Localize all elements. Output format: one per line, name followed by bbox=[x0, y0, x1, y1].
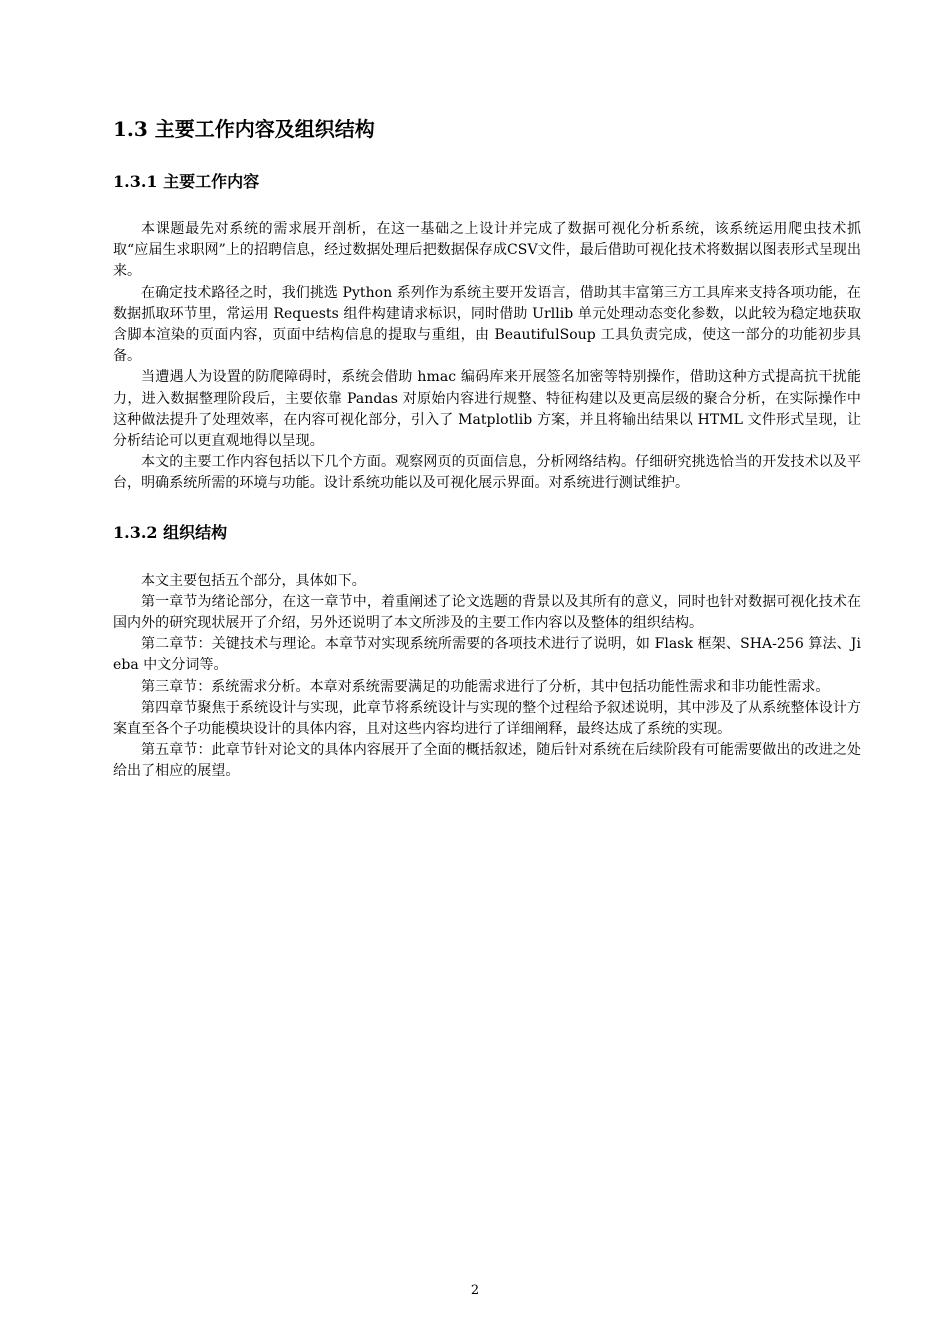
page-number: 2 bbox=[470, 1283, 480, 1298]
organization-body bbox=[113, 571, 861, 783]
paragraph: 本文主要包括五个部分，具体如下。 bbox=[141, 572, 366, 589]
page-content bbox=[113, 114, 861, 783]
paragraph: 第三章节：系统需求分析。本章对系统需要满足的功能需求进行了分析，其中包括功能性需求和非功能性需求。 bbox=[141, 678, 830, 695]
paragraph: 第五章节：此章节针对论文的具体内容展开了全面的概括叙述，随后针对系统在后续阶段有可能需要做出的改进之处给出了相应的展望。 bbox=[113, 742, 861, 780]
section-heading: 1.3 主要工作内容及组织结构 bbox=[113, 117, 375, 141]
paragraph: 当遭遇人为设置的防爬障碍时，系统会借助 hmac 编码库来开展签名加密等特别操作，借助这种方式提高抗干扰能力，进入数据整理阶段后，主要依靠 Pandas 对原始内容进行规整、特征构建以及更高层级的聚合分析，在实际操作中这种做法提升了处理效率，在内容可视化部分，引入了 Matplotlib 方案，并且将输出结果以 HTML 文件形式呈现，让分析结论可以更直观地得以呈现。 bbox=[113, 369, 861, 450]
paragraph: 第一章节为绪论部分，在这一章节中，着重阐述了论文选题的背景以及其所有的意义，同时也针对数据可视化技术在国内外的研究现状展开了介绍，另外还说明了本文所涉及的主要工作内容以及整体的组织结构。 bbox=[113, 593, 861, 632]
subsection-heading-organization: 1.3.2 组织结构 bbox=[113, 522, 228, 542]
subsection-heading-main-work: 1.3.1 主要工作内容 bbox=[113, 172, 260, 191]
main-work-body bbox=[113, 219, 861, 495]
paragraph: 在确定技术路径之时，我们挑选 Python 系列作为系统主要开发语言，借助其丰富第三方工具库来支持各项功能，在数据抓取环节里，常运用 Requests 组件构建请求标识，同时借助 Urllib 单元处理动态变化参数，以此较为稳定地获取含脚本渲染的页面内容，页面中结构信息的提取与重组，由 BeautifulSoup 工具负责完成，使这一部分的功能初步具备。 bbox=[113, 284, 861, 365]
paragraph: 第四章节聚焦于系统设计与实现，此章节将系统设计与实现的整个过程给予叙述说明，其中涉及了从系统整体设计方案直至各个子功能模块设计的具体内容，且对这些内容均进行了详细阐释，最终达成了系统的实现。 bbox=[113, 699, 861, 738]
paragraph: 本课题最先对系统的需求展开剖析，在这一基础之上设计并完成了数据可视化分析系统，该系统运用爬虫技术抓取“应届生求职网”上的招聘信息，经过数据处理后把数据保存成CSV文件，最后借助可视化技术将数据以图表形式呈现出来。 bbox=[113, 221, 861, 280]
paragraph: 本文的主要工作内容包括以下几个方面。观察网页的页面信息，分析网络结构。仔细研究挑选恰当的开发技术以及平台，明确系统所需的环境与功能。设计系统功能以及可视化展示界面。对系统进行测试维护。 bbox=[113, 454, 861, 492]
paragraph: 第二章节：关键技术与理论。本章节对实现系统所需要的各项技术进行了说明，如 Flask 框架、SHA-256 算法、Jieba 中文分词等。 bbox=[113, 636, 861, 674]
